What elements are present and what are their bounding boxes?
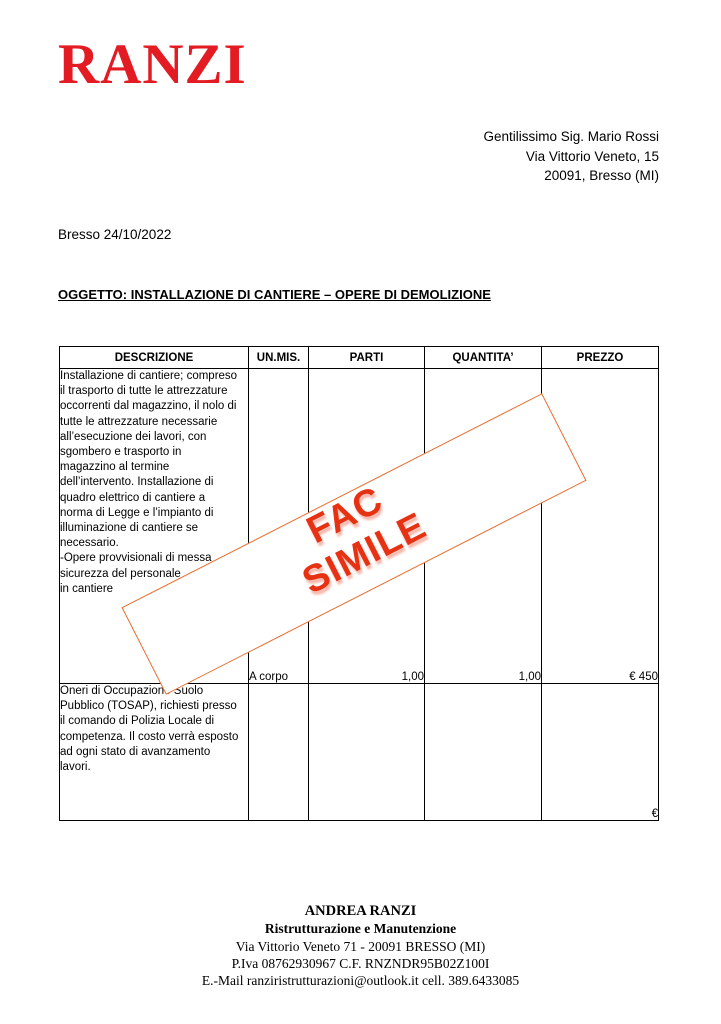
description-line: illuminazione di cantiere se [60,522,199,535]
description-line: dell’intervento. Installazione di [60,476,214,489]
row-price: € [542,684,659,821]
description-line: lavori. [60,761,91,774]
description-line: Oneri di Occupazione Suolo [60,685,204,697]
header-quantity: QUANTITA’ [425,347,542,369]
row-unit [249,684,309,821]
row-unit: A corpo [249,369,309,684]
header-description: DESCRIZIONE [60,347,249,369]
description-line: Pubblico (TOSAP), richiesti presso [60,700,237,713]
recipient-name: Gentilissimo Sig. Mario Rossi [483,129,659,144]
row-parts [309,684,425,821]
row-quantity [425,684,542,821]
footer-name: ANDREA RANZI [304,903,417,919]
footer-contact: E.-Mail ranziristrutturazioni@outlook.it cell. 389.6433085 [201,973,520,989]
description-line: magazzino al termine [60,461,170,474]
description-line: norma di Legge e l’impianto di [60,506,214,519]
description-line: sgombero e trasporto in [60,446,182,459]
table-header-row [60,347,659,369]
footer-company: Ristrutturazione e Manutenzione [264,921,457,937]
footer-tax-info: P.Iva 08762930967 C.F. RNZNDR95B02Z100I [231,955,490,971]
footer-address: Via Vittorio Veneto 71 - 20091 BRESSO (MI) [235,938,486,954]
row-price: € 450 [542,369,659,684]
description-line: all’esecuzione dei lavori, con [60,430,207,443]
description-line: -Opere provvisionali di messa [60,552,212,565]
description-line: ad ogni stato di avanzamento [60,745,211,758]
fac-simile-stamp-text: FAC SIMILE [295,478,434,603]
description-line: Installazione di cantiere; compreso [60,370,238,382]
description-line: competenza. Il costo verrà esposto [60,730,239,743]
row-parts: 1,00 [309,369,425,684]
letterhead-footer [0,903,721,989]
company-logo: RANZI [58,33,247,96]
document-date: Bresso 24/10/2022 [58,227,172,242]
recipient-city: 20091, Bresso (MI) [544,168,659,183]
description-line: il trasporto di tutte le attrezzature [60,385,228,398]
description-line: quadro elettrico di cantiere a [60,491,206,504]
description-line: necessario. [60,537,119,550]
description-line: il comando di Polizia Locale di [60,715,215,728]
header-parts: PARTI [309,347,425,369]
description-line: occorrenti dal magazzino, il nolo di [60,400,237,413]
row-quantity: 1,00 [425,369,542,684]
header-unit: UN.MIS. [249,347,309,369]
description-line: sicurezza del personale [60,567,181,580]
subject-line: OGGETTO: INSTALLAZIONE DI CANTIERE – OPERE DI DEMOLIZIONE [58,287,491,302]
recipient-street: Via Vittorio Veneto, 15 [525,148,659,164]
row-description [60,684,249,821]
header-price: PREZZO [542,347,659,369]
description-line: in cantiere [60,582,114,595]
recipient-address [483,127,659,186]
table-row [60,684,659,821]
description-line: tutte le attrezzature necessarie [60,415,218,428]
